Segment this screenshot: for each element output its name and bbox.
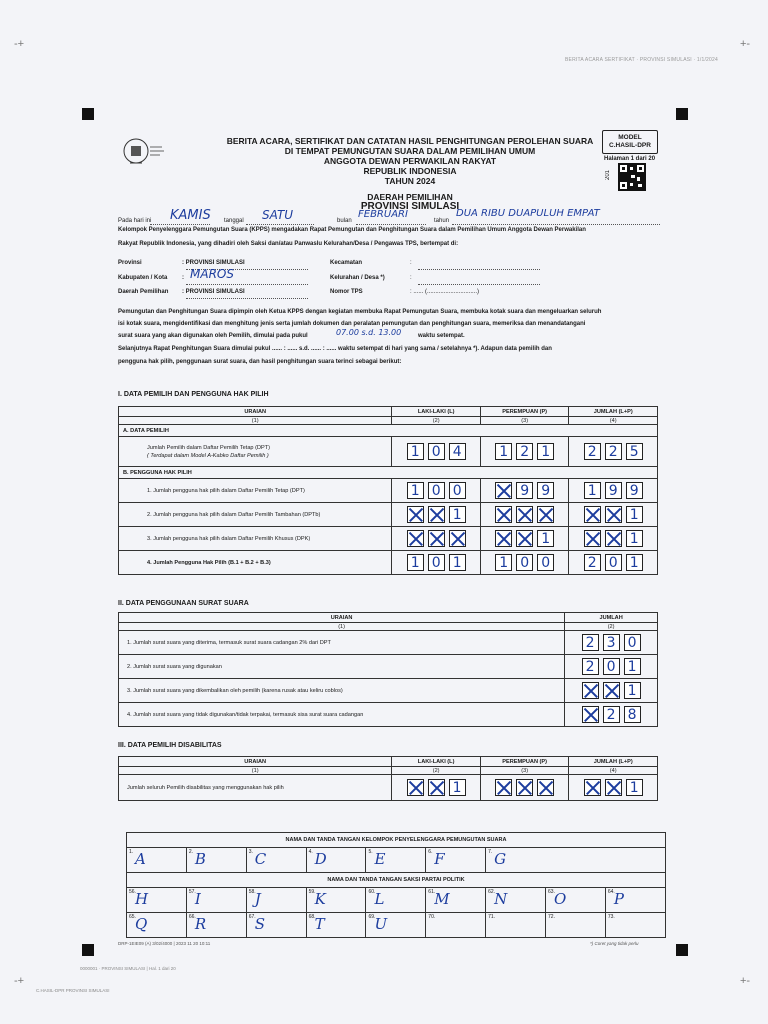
signature-cell[interactable]	[426, 888, 486, 913]
digit-box[interactable]: 0	[428, 443, 445, 460]
crop-mark: +-	[740, 38, 751, 50]
signature-cell[interactable]	[127, 913, 187, 938]
title-line: TAHUN 2024	[384, 176, 436, 186]
digit-box[interactable]: 0	[428, 482, 445, 499]
bottom-left-note: C.HASIL-DPR PROVINSI SIMULASI	[36, 988, 110, 993]
row-label: Jumlah seluruh Pemilih disabilitas yang menggunakan hak pilih	[119, 775, 392, 801]
crossed-digit-box[interactable]	[605, 506, 622, 523]
crossed-digit-box[interactable]	[582, 706, 599, 723]
digit-box[interactable]: 1	[626, 779, 643, 796]
label-bulan: bulan	[337, 218, 352, 224]
signature-number: 73.	[607, 914, 615, 920]
signature-cell[interactable]	[486, 913, 546, 938]
label-tanggal: tanggal	[224, 218, 244, 224]
digit-box[interactable]: 0	[605, 554, 622, 571]
crossed-digit-box[interactable]	[495, 506, 512, 523]
footnote: *) Coret yang tidak perlu	[590, 941, 639, 946]
kpu-logo-icon	[118, 133, 170, 173]
handwritten-hari: KAMIS	[170, 208, 211, 223]
column-number: (4)	[569, 767, 658, 775]
row-label: 2. Jumlah pengguna hak pilih dalam Daftar Pemilih Tambahan (DPTb)	[119, 503, 392, 527]
handwritten-signature: U	[374, 915, 388, 933]
column-header: URAIAN	[119, 757, 392, 767]
handwritten-signature: I	[194, 890, 201, 908]
ballot-usage-table	[118, 612, 658, 727]
signature-number: 59.	[308, 889, 316, 895]
crossed-digit-box[interactable]	[584, 779, 601, 796]
column-header: PEREMPUAN (P)	[480, 407, 569, 417]
row-label: 3. Jumlah pengguna hak pilih dalam Daftar Pemilih Khusus (DPK)	[119, 527, 392, 551]
signature-number: 7.	[488, 849, 493, 855]
signature-number: 64.	[607, 889, 615, 895]
section-title: III. DATA PEMILIH DISABILITAS	[118, 742, 222, 749]
title-line: DAERAH PEMILIHAN	[367, 192, 453, 202]
label-tahun: tahun	[434, 218, 450, 224]
dotted-line	[150, 224, 210, 225]
digit-boxes[interactable]	[481, 443, 569, 460]
column-header: URAIAN	[119, 613, 565, 623]
crop-mark: -+	[14, 38, 25, 50]
paragraph-line: pengguna hak pilih, penggunaan surat suara, dan hasil penghitungan suara terinci sebagai berikut:	[118, 359, 402, 365]
row-label: 2. Jumlah surat suara yang digunakan	[119, 655, 565, 679]
crossed-digit-box[interactable]	[495, 530, 512, 547]
digit-box[interactable]: 9	[626, 482, 643, 499]
digit-box[interactable]: 1	[407, 443, 424, 460]
title-line: ANGGOTA DEWAN PERWAKILAN RAKYAT	[323, 156, 497, 166]
digit-box[interactable]: 5	[626, 443, 643, 460]
signature-cell[interactable]	[366, 888, 426, 913]
label-kecamatan: Kecamatan	[330, 260, 363, 266]
form-title	[190, 136, 630, 212]
column-number: (2)	[565, 623, 658, 631]
signature-cell[interactable]	[306, 913, 366, 938]
signature-cell[interactable]	[546, 913, 606, 938]
column-header: URAIAN	[119, 407, 392, 417]
handwritten-signature: N	[494, 890, 508, 908]
signature-cell[interactable]	[246, 888, 306, 913]
signature-number: 70.	[428, 914, 436, 920]
value-tps: : ...... (..............................)	[410, 289, 480, 295]
handwritten-signature: R	[194, 915, 207, 933]
digit-boxes[interactable]	[569, 779, 657, 796]
handwritten-kabupaten: MAROS	[190, 267, 234, 281]
column-number: (3)	[480, 767, 569, 775]
dotted-line	[418, 269, 540, 270]
digit-boxes[interactable]	[392, 779, 480, 796]
row-label: 4. Jumlah Pengguna Hak Pilih (B.1 + B.2 + B.3)	[119, 551, 392, 575]
digit-boxes[interactable]	[569, 443, 657, 460]
digit-box[interactable]: 9	[516, 482, 533, 499]
form-document: BERITA ACARA, SERTIFIKAT DAN CATATAN HASIL PENGHITUNGAN PEROLEHAN SUARA DI TEMPAT PEMUNGUTAN SUARA DALAM PEMILIHAN UMUM ANGGOTA DEWAN PERWAKILAN RAKYAT REPUBLIK INDONESIA TAHUN 2024 DAERAH PEMILIHAN PROVINSI SIMULASI MODEL C.HASIL-DPR Halaman 1 dari 20 201 Pada hari ini KAMIS tanggal SATU bulan FEBRUARI tahun DUA RIBU DUAPULUH EMPAT Kelompok Penyelenggara Pemungutan Suara (KPPS) mengadakan Rapat Pemungutan dan Penghitungan Suara dalam Pemilihan Umum Anggota Dewan Perwakilan Rakyat Republik Indonesia, yang dihadiri oleh Saksi dan/atau Panwaslu Kelurahan/Desa / Pengawas TPS, bertempat di: Provinsi : PROVINSI SIMULASI Kabupaten / Kota : MAROS Daerah Pemilihan : PROVINSI SIMULASI Kecamatan : Kelurahan / Desa *) : Nomor TPS : ...... (..............................) Pemungutan dan Penghitungan Suara dipimpin oleh Ketua KPPS dengan kegiatan membuka Rapat Pemungutan Suara, membuka kotak suara dan mengeluarkan seluruh isi kotak suara, mengidentifikasi dan menghitung jenis serta jumlah dokumen dan peralatan pemungutan dan penghitungan suara, memeriksa dan menandatangani surat suara yang akan digunakan oleh Pemilih, dimulai pada pukul 07.00 s.d. 13.00 waktu setempat. Selanjutnya Rapat Penghitungan Suara dimulai pukul ...... : ...... s.d. ...... : ...... waktu setempat di hari yang sama / setelahnya *). Adapun data pemilih dan pengguna hak pilih, penggunaan surat suara, dan hasil penghitungan suara terinci sebagai berikut: I. DATA PEMILIH DAN PENGGUNA HAK PILIH URAIAN LAKI-LAKI (L) PEREMPUAN (P) JUMLAH (L+P) (1) (2) (3) (4) A. DATA PEMILIH Jumlah Pemilih dalam Daftar Pemilih Tetap (DPT) ( Terdapat dalam Model A-Kabko Daftar Pemilih ) 1 0 4 1 2 1 2 2 5 B. PENGGUNA HAK PILIH 1. Jumlah pengguna hak pilih dalam Daftar Pemilih Tetap (DPT) 1 0 0 9 9 1 9 9 2. Jumlah pengguna hak pilih dalam Daftar Pemilih Tambahan (DPTb) 1 1 3. Jumlah pengguna hak pilih dalam Daftar Pemilih Khusus (DPK) 1 1 4. Jumlah Pengguna Hak Pilih (B.1 + B.2 + B.3) 1 0 1 1 0 0 2 0 1 II. DATA PENGGUNAAN SURAT SUARA URAIAN JUMLAH (1) (2) 1. Jumlah surat suara yang diterima, termasuk surat suara cadangan 2% dari DPT 2 3 0 2. Jumlah surat suara yang digunakan 2 0 1 3. Jumlah surat suara yang dikembalikan oleh pemilih (karena rusak atau keliru coblos) 1 4. Jumlah surat suara yang tidak digunakan/tidak terpakai, termasuk sisa surat suara cadangan 2 8 III. DATA PEMILIH DISABILITAS URAIAN LAKI-LAKI (L) PEREMPUAN (P) JUMLAH (L+P) (1) (2) (3) (4) Jumlah seluruh Pemilih disabilitas yang menggunakan hak pilih 1 1 NAMA DAN TANDA TANGAN KELOMPOK PENYELENGGARA PEMUNGUTAN SUARA 1. A 2. B 3. C 4. D 5. E 6. F 7. G NAMA DAN TANDA TANGAN SAKSI PARTAI POLITIK 56. H 57. I 58. J 59. K 60. L 61. M 62. N 63. O 64. P 65. Q 66. R 67. S 68. T 69. U 70. 71. 72. 73. DRP-1EIE09 (A) 3/02/4000 | 2023 11 20 10:11 *) Coret yang tidak perlu	[90, 108, 682, 953]
signature-number: 56.	[129, 889, 136, 895]
signature-number: 67.	[248, 914, 256, 920]
digit-box[interactable]: 1	[407, 554, 424, 571]
crossed-digit-box[interactable]	[428, 506, 445, 523]
signature-number: 72.	[548, 914, 555, 920]
signature-cell[interactable]	[605, 888, 665, 913]
signature-cell[interactable]	[186, 848, 246, 873]
column-header: PEREMPUAN (P)	[480, 757, 569, 767]
signature-number: 62.	[488, 889, 496, 895]
digit-box[interactable]: 1	[626, 530, 643, 547]
crossed-digit-box[interactable]	[603, 682, 620, 699]
crossed-digit-box[interactable]	[495, 482, 512, 499]
signature-cell[interactable]	[605, 913, 665, 938]
dotted-line	[452, 224, 660, 225]
digit-boxes[interactable]	[392, 554, 480, 571]
signature-number: 61.	[428, 889, 436, 895]
value-provinsi: : PROVINSI SIMULASI	[182, 260, 245, 266]
signature-cell[interactable]	[246, 913, 306, 938]
column-header: JUMLAH	[565, 613, 658, 623]
row-label: 4. Jumlah surat suara yang tidak digunakan/tidak terpakai, termasuk sisa surat suara cadangan	[119, 703, 565, 727]
digit-box[interactable]: 1	[407, 482, 424, 499]
handwritten-signature: P	[613, 890, 624, 908]
section-title: II. DATA PENGGUNAAN SURAT SUARA	[118, 600, 249, 607]
digit-box[interactable]: 2	[584, 443, 601, 460]
digit-box[interactable]: 1	[584, 482, 601, 499]
dotted-line	[186, 284, 308, 285]
dotted-line	[356, 224, 426, 225]
handwritten-bulan: FEBRUARI	[358, 209, 408, 220]
value-dapil: : PROVINSI SIMULASI	[182, 289, 245, 295]
label-kelurahan: Kelurahan / Desa *)	[330, 275, 385, 281]
signature-cell[interactable]	[426, 913, 486, 938]
column-number: (4)	[569, 417, 658, 425]
column-number: (3)	[480, 417, 569, 425]
section-title: I. DATA PEMILIH DAN PENGGUNA HAK PILIH	[118, 391, 269, 398]
digit-box[interactable]: 9	[537, 482, 554, 499]
signature-header: NAMA DAN TANDA TANGAN KELOMPOK PENYELENGGARA PEMUNGUTAN SUARA	[127, 833, 666, 848]
label-provinsi: Provinsi	[118, 260, 142, 266]
handwritten-signature: A	[135, 850, 146, 868]
handwritten-signature: B	[194, 850, 206, 868]
handwritten-signature: D	[314, 850, 327, 868]
column-number: (2)	[392, 417, 481, 425]
paragraph-line: Selanjutnya Rapat Penghitungan Suara dimulai pukul ...... : ...... s.d. ...... : ...... waktu setempat di hari yang sama / setelahnya *). Adapun data pemilih dan	[118, 346, 552, 352]
digit-box[interactable]: 0	[428, 554, 445, 571]
signature-cell[interactable]	[127, 848, 187, 873]
crossed-digit-box[interactable]	[537, 779, 554, 796]
row-label: 1. Jumlah surat suara yang diterima, termasuk surat suara cadangan 2% dari DPT	[119, 631, 565, 655]
handwritten-signature: H	[135, 890, 149, 908]
intro-text: Rakyat Republik Indonesia, yang dihadiri oleh Saksi dan/atau Panwaslu Kelurahan/Desa / Pengawas TPS, bertempat di:	[118, 241, 459, 247]
handwritten-signature: S	[254, 915, 265, 933]
digit-box[interactable]: 3	[603, 634, 620, 651]
digit-box[interactable]: 0	[449, 482, 466, 499]
signature-number: 6.	[428, 849, 433, 855]
column-header: JUMLAH (L+P)	[569, 407, 658, 417]
digit-boxes[interactable]	[392, 530, 480, 547]
digit-box[interactable]: 2	[603, 706, 620, 723]
page-indicator: Halaman 1 dari 20	[604, 156, 656, 162]
digit-box[interactable]: 2	[605, 443, 622, 460]
paragraph-line: Pemungutan dan Penghitungan Suara dipimpin oleh Ketua KPPS dengan kegiatan membuka Rapat Pemungutan Suara, membuka kotak suara dan mengeluarkan seluruh	[118, 309, 602, 315]
label-tps: Nomor TPS	[330, 289, 363, 295]
signature-cell[interactable]	[306, 848, 366, 873]
crossed-digit-box[interactable]	[516, 506, 533, 523]
dotted-line	[418, 284, 540, 285]
digit-box[interactable]: 2	[582, 634, 599, 651]
dpt-note: ( Terdapat dalam Model A-Kabko Daftar Pemilih )	[147, 452, 269, 459]
header-note: BERITA ACARA SERTIFIKAT · PROVINSI SIMULASI · 1/1/2024	[565, 57, 718, 63]
digit-box[interactable]: 2	[584, 554, 601, 571]
crossed-digit-box[interactable]	[605, 779, 622, 796]
signature-cell[interactable]	[366, 913, 426, 938]
crossed-digit-box[interactable]	[584, 506, 601, 523]
handwritten-signature: C	[254, 850, 267, 868]
signature-number: 65.	[129, 914, 136, 920]
signature-number: 63.	[548, 889, 555, 895]
column-number: (1)	[119, 417, 392, 425]
dotted-line	[186, 298, 308, 299]
signature-cell[interactable]	[486, 888, 546, 913]
crossed-digit-box[interactable]	[516, 530, 533, 547]
model-label: MODEL	[618, 134, 642, 141]
crossed-digit-box[interactable]	[516, 779, 533, 796]
column-header: LAKI-LAKI (L)	[392, 757, 481, 767]
digit-box[interactable]: 0	[516, 554, 533, 571]
digit-box[interactable]: 0	[537, 554, 554, 571]
signature-cell[interactable]	[486, 848, 666, 873]
crossed-digit-box[interactable]	[428, 779, 445, 796]
qr-code-icon	[618, 163, 646, 191]
row-label: 3. Jumlah surat suara yang dikembalikan oleh pemilih (karena rusak atau keliru coblos)	[119, 679, 565, 703]
digit-box[interactable]: 1	[449, 554, 466, 571]
paragraph-line: waktu setempat.	[418, 333, 465, 339]
bottom-note: 0000001 · PROVINSI SIMULASI | Hal. 1 dari 20	[80, 966, 176, 971]
digit-box[interactable]: 0	[624, 634, 641, 651]
digit-boxes[interactable]	[565, 658, 657, 675]
digit-boxes[interactable]	[392, 482, 480, 499]
crossed-digit-box[interactable]	[605, 530, 622, 547]
handwritten-signature: J	[254, 890, 261, 908]
signature-cell[interactable]	[127, 888, 187, 913]
model-box	[602, 130, 658, 154]
digit-box[interactable]: 2	[516, 443, 533, 460]
signature-number: 4.	[308, 849, 313, 855]
digit-box[interactable]: 4	[449, 443, 466, 460]
column-number: (1)	[119, 767, 392, 775]
crossed-digit-box[interactable]	[495, 779, 512, 796]
crossed-digit-box[interactable]	[582, 682, 599, 699]
handwritten-signature: K	[314, 890, 326, 908]
title-line: PROVINSI SIMULASI	[360, 201, 460, 212]
crossed-digit-box[interactable]	[407, 779, 424, 796]
footer-code: DRP-1EIE09 (A) 3/02/4000 | 2023 11 20 10:11	[118, 941, 211, 946]
column-header: LAKI-LAKI (L)	[392, 407, 481, 417]
signature-cell[interactable]	[546, 888, 606, 913]
row-label	[119, 437, 392, 467]
digit-boxes[interactable]	[481, 530, 569, 547]
signature-cell[interactable]	[366, 848, 426, 873]
intro-text: Kelompok Penyelenggara Pemungutan Suara (KPPS) mengadakan Rapat Pemungutan dan Penghitungan Suara dalam Pemilihan Umum Anggota Dewan Perwakilan	[118, 227, 586, 233]
digit-box[interactable]: 1	[449, 779, 466, 796]
title-line: REPUBLIK INDONESIA	[363, 166, 457, 176]
digit-boxes[interactable]	[481, 506, 569, 523]
digit-box[interactable]: 8	[624, 706, 641, 723]
digit-boxes[interactable]	[569, 506, 657, 523]
label-kabupaten: Kabupaten / Kota	[118, 275, 168, 281]
dotted-line	[246, 224, 314, 225]
handwritten-signature: Q	[135, 915, 148, 933]
handwritten-signature: E	[374, 850, 386, 868]
paragraph-line: isi kotak suara, mengidentifikasi dan menghitung jenis serta jumlah dokumen dan peralatan pemungutan dan penghitungan suara, memeriksa dan menandatangani	[118, 321, 586, 327]
crossed-digit-box[interactable]	[428, 530, 445, 547]
digit-box[interactable]: 1	[449, 506, 466, 523]
digit-box[interactable]: 1	[495, 554, 512, 571]
disability-table	[118, 756, 658, 801]
signature-number: 3.	[248, 849, 253, 855]
digit-box[interactable]: 1	[626, 554, 643, 571]
label-hari: Pada hari ini	[118, 218, 152, 224]
digit-boxes[interactable]	[481, 779, 569, 796]
crossed-digit-box[interactable]	[537, 506, 554, 523]
title-line: BERITA ACARA, SERTIFIKAT DAN CATATAN HASIL PENGHITUNGAN PEROLEHAN SUARA	[226, 136, 594, 146]
digit-box[interactable]: 1	[626, 506, 643, 523]
title-line: DI TEMPAT PEMUNGUTAN SUARA DALAM PEMILIHAN UMUM	[284, 146, 536, 156]
signature-cell[interactable]	[306, 888, 366, 913]
signature-number: 58.	[248, 889, 256, 895]
handwritten-signature: G	[494, 850, 507, 868]
column-number: (2)	[392, 767, 481, 775]
signature-cell[interactable]	[186, 913, 246, 938]
handwritten-signature: M	[434, 890, 450, 908]
handwritten-signature: O	[554, 890, 567, 908]
digit-box[interactable]: 9	[605, 482, 622, 499]
crop-mark: -+	[14, 975, 25, 987]
signature-cell[interactable]	[426, 848, 486, 873]
signature-number: 2.	[188, 849, 194, 855]
voter-data-table	[118, 406, 658, 575]
handwritten-signature: T	[314, 915, 325, 933]
signature-number: 71.	[488, 914, 496, 920]
digit-box[interactable]: 2	[582, 658, 599, 675]
digit-boxes[interactable]	[481, 554, 569, 571]
digit-boxes[interactable]	[392, 506, 480, 523]
signature-number: 57.	[188, 889, 196, 895]
side-code: 201	[605, 170, 611, 181]
crossed-digit-box[interactable]	[407, 506, 424, 523]
signature-number: 68.	[308, 914, 316, 920]
digit-box[interactable]: 1	[495, 443, 512, 460]
signature-cell[interactable]	[246, 848, 306, 873]
digit-box[interactable]: 1	[624, 658, 641, 675]
handwritten-signature: F	[434, 850, 445, 868]
subsection-label: A. DATA PEMILIH	[119, 425, 658, 437]
signature-number: 5.	[368, 849, 373, 855]
column-header: JUMLAH (L+P)	[569, 757, 658, 767]
signature-table	[126, 832, 666, 938]
paragraph-line: surat suara yang akan digunakan oleh Pemilih, dimulai pada pukul	[118, 333, 308, 339]
digit-boxes[interactable]	[565, 634, 657, 651]
digit-boxes[interactable]	[569, 530, 657, 547]
handwritten-tanggal: SATU	[262, 208, 294, 222]
digit-boxes[interactable]	[392, 443, 480, 460]
signature-header: NAMA DAN TANDA TANGAN SAKSI PARTAI POLITIK	[127, 873, 666, 888]
digit-boxes[interactable]	[565, 682, 657, 699]
subsection-label: B. PENGGUNA HAK PILIH	[119, 467, 658, 479]
signature-number: 69.	[368, 914, 376, 920]
digit-boxes[interactable]	[565, 706, 657, 723]
signature-number: 60.	[368, 889, 376, 895]
digit-boxes[interactable]	[569, 482, 657, 499]
handwritten-signature: L	[374, 890, 385, 908]
crossed-digit-box[interactable]	[584, 530, 601, 547]
digit-boxes[interactable]	[481, 482, 569, 499]
crossed-digit-box[interactable]	[407, 530, 424, 547]
digit-box[interactable]: 1	[624, 682, 641, 699]
handwritten-time: 07.00 s.d. 13.00	[336, 328, 402, 337]
digit-box[interactable]: 1	[537, 530, 554, 547]
handwritten-tahun: DUA RIBU DUAPULUH EMPAT	[456, 208, 600, 219]
row-label: 1. Jumlah pengguna hak pilih dalam Daftar Pemilih Tetap (DPT)	[119, 479, 392, 503]
crop-mark: +-	[740, 975, 751, 987]
crossed-digit-box[interactable]	[449, 530, 466, 547]
column-number: (1)	[119, 623, 565, 631]
digit-box[interactable]: 1	[537, 443, 554, 460]
label-dapil: Daerah Pemilihan	[118, 289, 169, 295]
model-code: C.HASIL-DPR	[609, 142, 651, 149]
digit-box[interactable]: 0	[603, 658, 620, 675]
signature-cell[interactable]	[186, 888, 246, 913]
signature-number: 66.	[188, 914, 196, 920]
dpt-label: Jumlah Pemilih dalam Daftar Pemilih Tetap (DPT)	[147, 444, 271, 451]
digit-boxes[interactable]	[569, 554, 657, 571]
signature-number: 1.	[129, 849, 134, 855]
